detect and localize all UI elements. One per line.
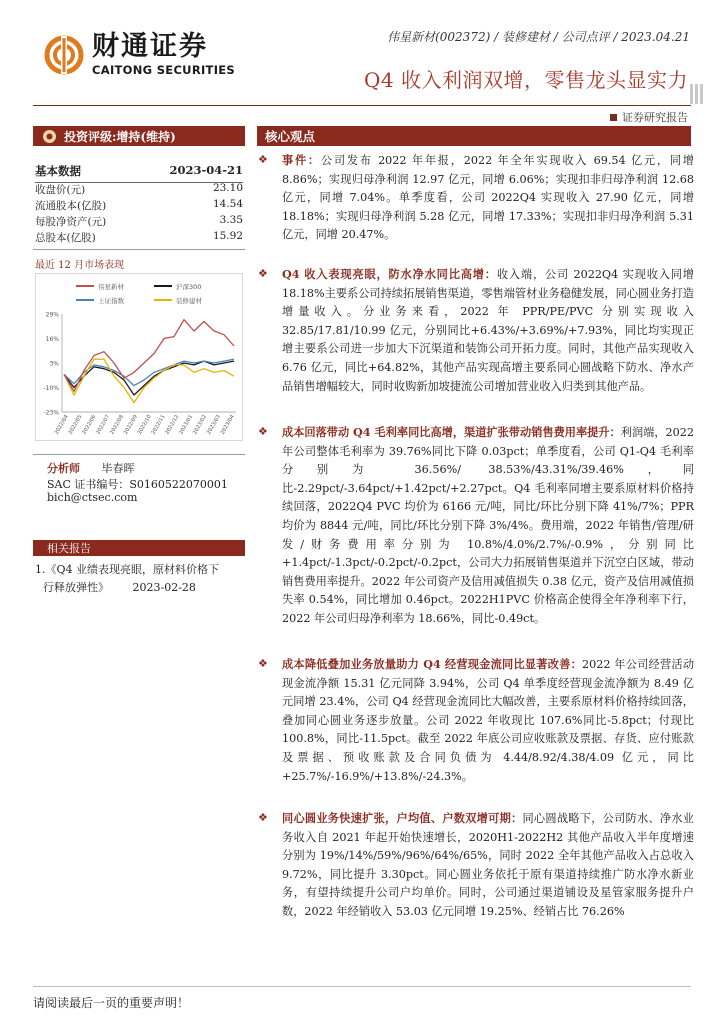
header-divider <box>33 105 691 106</box>
company-logo <box>44 33 235 77</box>
core-point-paragraph <box>258 809 694 922</box>
key-data-row <box>35 182 243 197</box>
key-data-divider <box>33 249 245 250</box>
key-data-label: 流通股本(亿股) <box>35 200 107 212</box>
decorative-stripes-icon <box>690 84 704 104</box>
analyst-sac: SAC 证书编号：S0160522070001 <box>47 478 228 491</box>
diamond-bullet-icon: ❖ <box>258 153 268 166</box>
x-tick-label: 2022/10 <box>136 414 153 436</box>
key-data-value: 14.54 <box>212 198 243 210</box>
related-reports-list <box>35 561 245 597</box>
diamond-bullet-icon: ❖ <box>258 811 268 824</box>
core-point-paragraph <box>258 265 694 396</box>
core-point-body: 公司发布 2022 年年报，2022 年全年实现收入 69.54 亿元，同增 8.86%；实现归母净利润 12.97 亿元，同增 6.06%；实现扣非归母净利润 12.68 亿元，同增 7.04%。单季度看，公司 2022Q4 实现收入 27.90 亿元，同增 18.18%；实现归母净利润 5.28 亿元，同增 17.33%；实现扣非归母净利润 5.31 亿元，同增 20.47%。 <box>282 154 694 242</box>
x-tick-label: 2022/06 <box>81 414 98 436</box>
diamond-bullet-icon: ❖ <box>258 657 268 670</box>
related-report-title-line2 <box>35 579 245 597</box>
square-bullet-icon <box>610 114 617 121</box>
breadcrumb: 伟星新材(002372) / 装修建材 / 公司点评 / 2023.04.21 <box>387 30 690 44</box>
y-tick-label: -23% <box>43 409 59 417</box>
core-point-body: 2022 年公司经营活动现金流净额 15.31 亿元同降 3.94%，公司 Q4 单季度经营现金流净额为 8.49 亿元同增 23.4%，公司 Q4 经营现金流同比大幅改善，主要系原材料价格持续回落，叠加同心圆业务逐步放量。公司 2022 年收现比 107.6%同比-5.8pct；付现比 100.8%，同比-11.5pct。截至 2022 年底公司应收账款及票据、存货、应付账款及票据、预收账款及合同负债为 4.44/8.92/4.38/4.09 亿元，同比+25.7%/-16.9%/+13.8%/-24.3%。 <box>282 658 695 783</box>
rating-text: 投资评级:增持(维持) <box>64 129 176 144</box>
core-point-lead: 同心圆业务快速扩张，户均值、户数双增可期： <box>282 811 523 825</box>
related-report-item[interactable] <box>35 561 245 597</box>
market-performance-chart <box>35 273 243 441</box>
key-data-title: 基本数据 <box>35 164 81 178</box>
footer-divider <box>33 986 691 987</box>
x-tick-label: 2023/01 <box>178 414 195 436</box>
analyst-divider <box>33 454 245 455</box>
core-point-lead: 事件： <box>282 153 321 167</box>
related-reports-header: 相关报告 <box>33 540 245 556</box>
caitong-logo-icon <box>44 35 84 75</box>
x-tick-label: 2022/08 <box>109 414 126 436</box>
chart-canvas <box>36 274 242 440</box>
rating-badge-icon <box>43 130 56 143</box>
analyst-email[interactable]: bich@ctsec.com <box>47 491 138 504</box>
core-point-lead: 成本回落带动 Q4 毛利率同比高增，渠道扩张带动销售费用率提升： <box>282 425 621 439</box>
diamond-bullet-icon: ❖ <box>258 425 268 438</box>
x-tick-label: 2023/03 <box>205 414 222 436</box>
x-tick-label: 2022/11 <box>150 414 167 436</box>
diamond-bullet-icon: ❖ <box>258 267 268 280</box>
y-tick-label: 29% <box>45 311 59 319</box>
x-tick-label: 2022/05 <box>67 414 84 436</box>
x-tick-label: 2022/12 <box>164 414 181 436</box>
related-report-date: 2023-02-28 <box>132 581 196 594</box>
related-report-title-line1: 1.《Q4 业绩表现亮眼，原材料价格下 <box>35 563 220 576</box>
key-data-date: 2023-04-21 <box>169 163 243 177</box>
core-point-lead: 成本降低叠加业务放量助力 Q4 经营现金流同比显著改善： <box>282 657 582 671</box>
logo-chinese-name: 财通证券 <box>92 31 208 62</box>
core-point-paragraph <box>258 655 694 786</box>
key-data-label: 总股本(亿股) <box>35 232 96 244</box>
key-data-header <box>35 163 243 183</box>
y-tick-label: -10% <box>43 385 59 392</box>
legend-label: 沪深300 <box>176 283 202 291</box>
key-data-value: 3.35 <box>219 214 243 226</box>
legend-label: 伟星新材 <box>98 283 124 291</box>
logo-english-name: CAITONG SECURITIES <box>92 63 236 77</box>
key-data-value: 23.10 <box>212 182 243 194</box>
core-point-paragraph <box>258 151 694 245</box>
key-data-row <box>35 230 243 245</box>
investment-rating <box>33 126 245 146</box>
x-tick-label: 2022/09 <box>122 414 139 436</box>
analyst-label: 分析师 <box>47 462 80 475</box>
x-tick-label: 2022/07 <box>95 414 112 436</box>
x-tick-label: 2023/02 <box>192 414 209 436</box>
core-point-body: 同心圆战略下，公司防水、净水业务收入自 2021 年起开始快速增长，2020H1-2022H2 其他产品收入半年度增速分别为 19%/14%/59%/96%/64%/65%，同时 2022 全年其他产品收入占总收入 9.72%，同比提升 3.30pct。同心圆业务依托于原有渠道持续推广防水净水新业务，有望持续提升公司户均单价。同时，公司通过渠道铺设及星管家服务提升户数，2022 年经销收入 53.03 亿元同增 19.25%、经销占比 76.26% <box>282 812 694 918</box>
core-point-body: 收入端，公司 2022Q4 实现收入同增 18.18%主要系公司持续拓展销售渠道，零售端管材业务稳健发展，同心圆业务打造增量收入。分业务来看，2022 年 PPR/PE/PVC 分别实现收入 32.85/17.81/10.99 亿元，分别同比+6.43%/+3.69%/+7.93%，同比均实现正增主要系公司进一步加大下沉渠道和装饰公司开拓力度。同时，其他产品实现收入 6.76 亿元，同比+64.82%，其他产品实现高增主要系同心圆战略下防水、净水产品销售增幅较大，同时收购新加坡捷流公司增加营业收入归类到其他产品。 <box>282 268 694 393</box>
x-tick-label: 2023/04 <box>219 414 236 436</box>
y-tick-label: 16% <box>45 336 59 343</box>
key-data-value: 15.92 <box>212 230 243 242</box>
core-views-header: 核心观点 <box>257 126 691 146</box>
report-type-label <box>610 109 688 125</box>
report-type-text: 证券研究报告 <box>622 111 688 124</box>
footer-disclaimer: 请阅读最后一页的重要声明！ <box>33 996 190 1010</box>
x-tick-label: 2022/04 <box>53 414 70 436</box>
legend-label: 上证指数 <box>98 297 124 305</box>
analyst-row <box>47 460 135 476</box>
key-data-row <box>35 214 243 229</box>
core-point-paragraph <box>258 423 694 629</box>
key-data-label: 收盘价(元) <box>35 184 86 196</box>
core-point-lead: Q4 收入表现亮眼，防水净水同比高增： <box>282 267 497 281</box>
legend-label: 装修建材 <box>176 297 202 305</box>
market-performance-label: 最近 12 月市场表现 <box>35 260 125 271</box>
key-data-label: 每股净资产(元) <box>35 216 107 228</box>
report-headline: Q4 收入利润双增，零售龙头显实力 <box>364 68 688 92</box>
core-point-body: 利润端，2022 年公司整体毛利率为 39.76%同比下降 0.03pct；单季度看，公司 Q1-Q4 毛利率分别为 36.56%/ 38.53%/43.31%/39.46%，同比-2.29pct/-3.64pct/+1.42pct/+2.27pct。Q4 毛利率同增主要系原材料价格持续回落，2022Q4 PVC 均价为 6166 元/吨，同比/环比分别下降 41%/7%；PPR 均价为 8844 元/吨，同比/环比分别下降 3%/4%。费用端，2022 年销售/管理/研发/财务费用率分别为 10.8%/4.0%/2.7%/-0.9%，分别同比+1.4pct/-1.3pct/-0.2pct/-0.2pct，公司大力拓展销售渠道并下沉空白区域，带动销售费用率提升。2022 年公司资产及信用减值损失 0.38 亿元，资产及信用减值损失率 0.54%，同比增加 0.46pct。2022H1PVC 价格高企使得全年净利率下行，2022 年公司归母净利率为 18.66%，同比-0.49ct。 <box>282 426 694 625</box>
key-data-row <box>35 198 243 213</box>
y-tick-label: 3% <box>49 360 59 368</box>
related-report-title-tail: 行释放弹性》 <box>43 581 109 594</box>
analyst-name: 毕春晖 <box>101 462 135 475</box>
